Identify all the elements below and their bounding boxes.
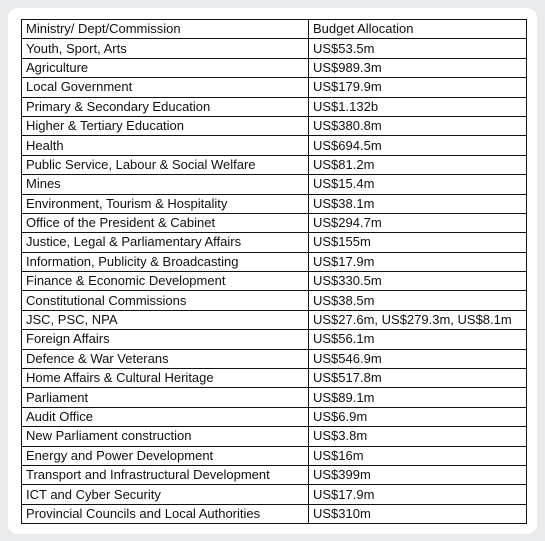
table-row [22, 78, 527, 97]
budget-cell: US$16m [309, 446, 527, 465]
table-row [22, 252, 527, 271]
ministry-cell: Higher & Tertiary Education [22, 116, 309, 135]
budget-cell: US$546.9m [309, 349, 527, 368]
ministry-cell: ICT and Cyber Security [22, 485, 309, 504]
budget-cell: US$15.4m [309, 175, 527, 194]
budget-cell: US$1.132b [309, 97, 527, 116]
ministry-cell: Office of the President & Cabinet [22, 213, 309, 232]
ministry-cell: Information, Publicity & Broadcasting [22, 252, 309, 271]
ministry-cell: Local Government [22, 78, 309, 97]
budget-cell: US$17.9m [309, 252, 527, 271]
table-row [22, 116, 527, 135]
budget-table [21, 19, 527, 524]
table-row [22, 58, 527, 77]
table-row [22, 97, 527, 116]
budget-cell: US$6.9m [309, 407, 527, 426]
budget-cell: US$38.1m [309, 194, 527, 213]
ministry-cell: Parliament [22, 388, 309, 407]
header-budget: Budget Allocation [309, 20, 527, 39]
budget-cell: US$38.5m [309, 291, 527, 310]
header-ministry: Ministry/ Dept/Commission [22, 20, 309, 39]
ministry-cell: Mines [22, 175, 309, 194]
table-row [22, 310, 527, 329]
table-row [22, 175, 527, 194]
table-row [22, 136, 527, 155]
table-row [22, 272, 527, 291]
ministry-cell: New Parliament construction [22, 427, 309, 446]
budget-cell: US$155m [309, 233, 527, 252]
ministry-cell: Health [22, 136, 309, 155]
budget-cell: US$89.1m [309, 388, 527, 407]
ministry-cell: Foreign Affairs [22, 330, 309, 349]
ministry-cell: Environment, Tourism & Hospitality [22, 194, 309, 213]
table-row [22, 213, 527, 232]
budget-cell: US$53.5m [309, 39, 527, 58]
table-row [22, 407, 527, 426]
ministry-cell: Youth, Sport, Arts [22, 39, 309, 58]
header-row [22, 20, 527, 39]
table-row [22, 194, 527, 213]
budget-cell: US$989.3m [309, 58, 527, 77]
ministry-cell: Agriculture [22, 58, 309, 77]
ministry-cell: Home Affairs & Cultural Heritage [22, 369, 309, 388]
ministry-cell: Constitutional Commissions [22, 291, 309, 310]
table-row [22, 465, 527, 484]
table-row [22, 155, 527, 174]
ministry-cell: Primary & Secondary Education [22, 97, 309, 116]
budget-cell: US$694.5m [309, 136, 527, 155]
table-row [22, 388, 527, 407]
budget-cell: US$81.2m [309, 155, 527, 174]
table-row [22, 446, 527, 465]
table-row [22, 349, 527, 368]
table-row [22, 427, 527, 446]
budget-cell: US$294.7m [309, 213, 527, 232]
ministry-cell: Provincial Councils and Local Authorities [22, 504, 309, 523]
budget-cell: US$17.9m [309, 485, 527, 504]
table-row [22, 233, 527, 252]
table-row [22, 504, 527, 523]
table-header [22, 20, 527, 39]
budget-cell: US$27.6m, US$279.3m, US$8.1m [309, 310, 527, 329]
ministry-cell: Public Service, Labour & Social Welfare [22, 155, 309, 174]
ministry-cell: Justice, Legal & Parliamentary Affairs [22, 233, 309, 252]
budget-cell: US$310m [309, 504, 527, 523]
document-card [8, 8, 537, 534]
table-row [22, 330, 527, 349]
ministry-cell: Finance & Economic Development [22, 272, 309, 291]
budget-cell: US$399m [309, 465, 527, 484]
table-row [22, 485, 527, 504]
budget-cell: US$517.8m [309, 369, 527, 388]
table-row [22, 291, 527, 310]
table-body [22, 39, 527, 524]
ministry-cell: Energy and Power Development [22, 446, 309, 465]
budget-cell: US$56.1m [309, 330, 527, 349]
table-row [22, 39, 527, 58]
budget-cell: US$3.8m [309, 427, 527, 446]
ministry-cell: Transport and Infrastructural Development [22, 465, 309, 484]
budget-cell: US$330.5m [309, 272, 527, 291]
budget-cell: US$380.8m [309, 116, 527, 135]
ministry-cell: Defence & War Veterans [22, 349, 309, 368]
ministry-cell: Audit Office [22, 407, 309, 426]
ministry-cell: JSC, PSC, NPA [22, 310, 309, 329]
table-row [22, 369, 527, 388]
budget-cell: US$179.9m [309, 78, 527, 97]
